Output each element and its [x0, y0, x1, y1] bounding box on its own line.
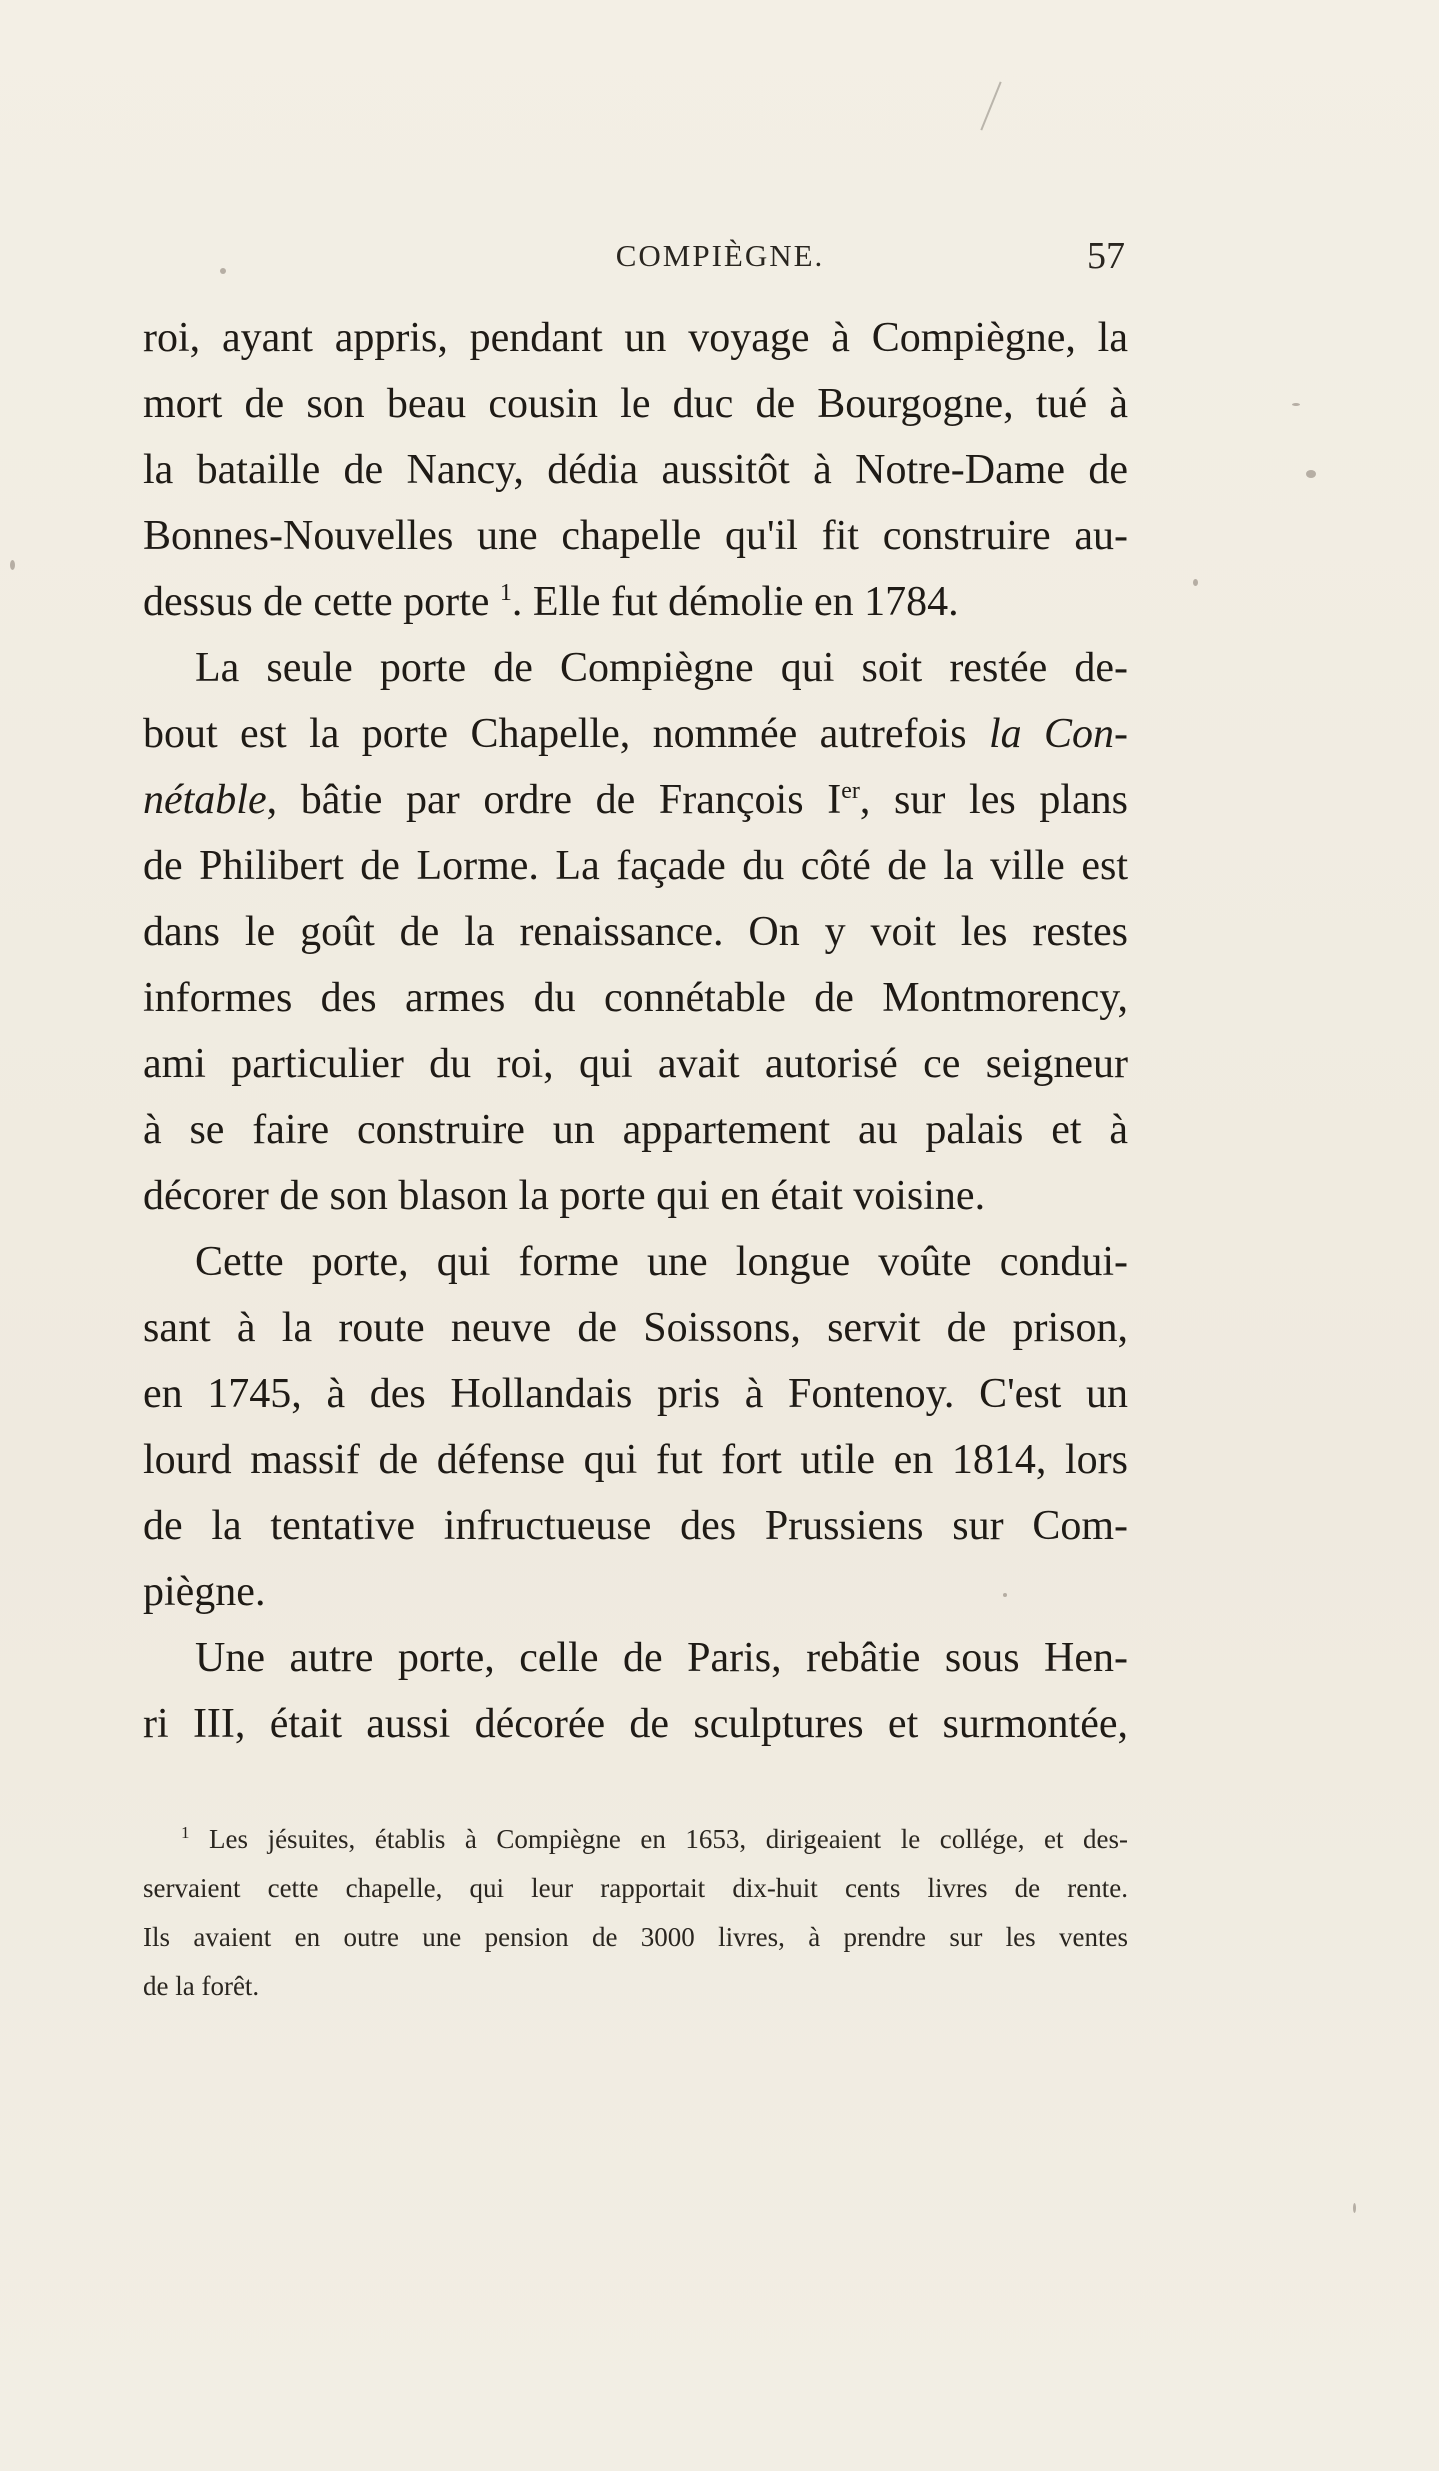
text-line — [143, 701, 1128, 767]
text-line: décorer de son blason la porte qui en était voisine. — [143, 1173, 986, 1219]
paper-speck — [1193, 579, 1198, 586]
text-line: à se faire construire un appartement au palais et à — [143, 1107, 1128, 1153]
text-line: informes des armes du connétable de Montmorency, — [143, 975, 1128, 1021]
footnote-line: Ils avaient en outre une pension de 3000 livres, à prendre sur les ventes — [143, 1922, 1128, 1952]
running-head — [140, 235, 1140, 288]
text-line: de la tentative infructueuse des Prussiens sur Com- — [143, 1503, 1128, 1549]
text-fragment: , bâtie par ordre de François I — [266, 777, 842, 823]
paragraph-2 — [143, 635, 1128, 1229]
body-text — [143, 305, 1128, 1757]
paper-speck — [1292, 403, 1300, 406]
footnote-line — [143, 1815, 1128, 1864]
paper-speck — [1003, 1593, 1007, 1597]
paragraph-4 — [143, 1625, 1128, 1757]
italic-fragment: nétable — [143, 777, 267, 823]
paper-speck — [10, 560, 15, 570]
paper-speck — [1306, 470, 1316, 478]
text-line — [143, 569, 1128, 635]
footnote-line: servaient cette chapelle, qui leur rapportait dix-huit cents livres de rente. — [143, 1873, 1128, 1903]
running-title: COMPIÈGNE. — [615, 238, 825, 273]
text-line: roi, ayant appris, pendant un voyage à Compiègne, la — [143, 315, 1128, 361]
paper-speck — [220, 268, 226, 274]
text-line: Une autre porte, celle de Paris, rebâtie sous Hen- — [195, 1635, 1128, 1681]
text-line: lourd massif de défense qui fut fort utile en 1814, lors — [143, 1437, 1128, 1483]
text-line: ri III, était aussi décorée de sculptures et surmontée, — [143, 1701, 1128, 1747]
text-line: de Philibert de Lorme. La façade du côté de la ville est — [143, 843, 1128, 889]
text-line: la bataille de Nancy, dédia aussitôt à Notre-Dame de — [143, 447, 1128, 493]
text-fragment: dessus de cette porte — [143, 579, 490, 625]
pencil-mark — [980, 82, 1001, 131]
text-fragment: . Elle fut démolie en 1784. — [511, 579, 959, 625]
text-fragment: Les jésuites, établis à Compiègne en 1653, dirigeaient le collége, et des- — [209, 1824, 1128, 1854]
text-line: Bonnes-Nouvelles une chapelle qu'il fit construire au- — [143, 513, 1128, 559]
text-line: ami particulier du roi, qui avait autorisé ce seigneur — [143, 1041, 1128, 1087]
text-fragment: , sur les plans — [859, 777, 1128, 823]
footnote-number: 1 — [181, 1823, 190, 1842]
text-line: dans le goût de la renaissance. On y voit les restes — [143, 909, 1128, 955]
paragraph-1 — [143, 305, 1128, 635]
italic-fragment: la Con- — [988, 711, 1128, 757]
text-line: mort de son beau cousin le duc de Bourgogne, tué à — [143, 381, 1128, 427]
superscript: er — [841, 778, 860, 804]
text-line: sant à la route neuve de Soissons, servit de prison, — [143, 1305, 1128, 1351]
footnote — [143, 1815, 1128, 2011]
page-number: 57 — [1087, 235, 1125, 277]
text-line: La seule porte de Compiègne qui soit restée de- — [195, 645, 1128, 691]
text-line: en 1745, à des Hollandais pris à Fontenoy. C'est un — [143, 1371, 1128, 1417]
text-fragment: bout est la porte Chapelle, nommée autrefois — [143, 711, 989, 757]
text-line — [143, 767, 1128, 833]
paper-speck — [1353, 2203, 1356, 2213]
paragraph-3 — [143, 1229, 1128, 1625]
footnote-line: de la forêt. — [143, 1971, 260, 2001]
text-line: Cette porte, qui forme une longue voûte condui- — [195, 1239, 1128, 1285]
footnote-marker: 1 — [499, 580, 512, 606]
text-line: piègne. — [143, 1569, 266, 1615]
